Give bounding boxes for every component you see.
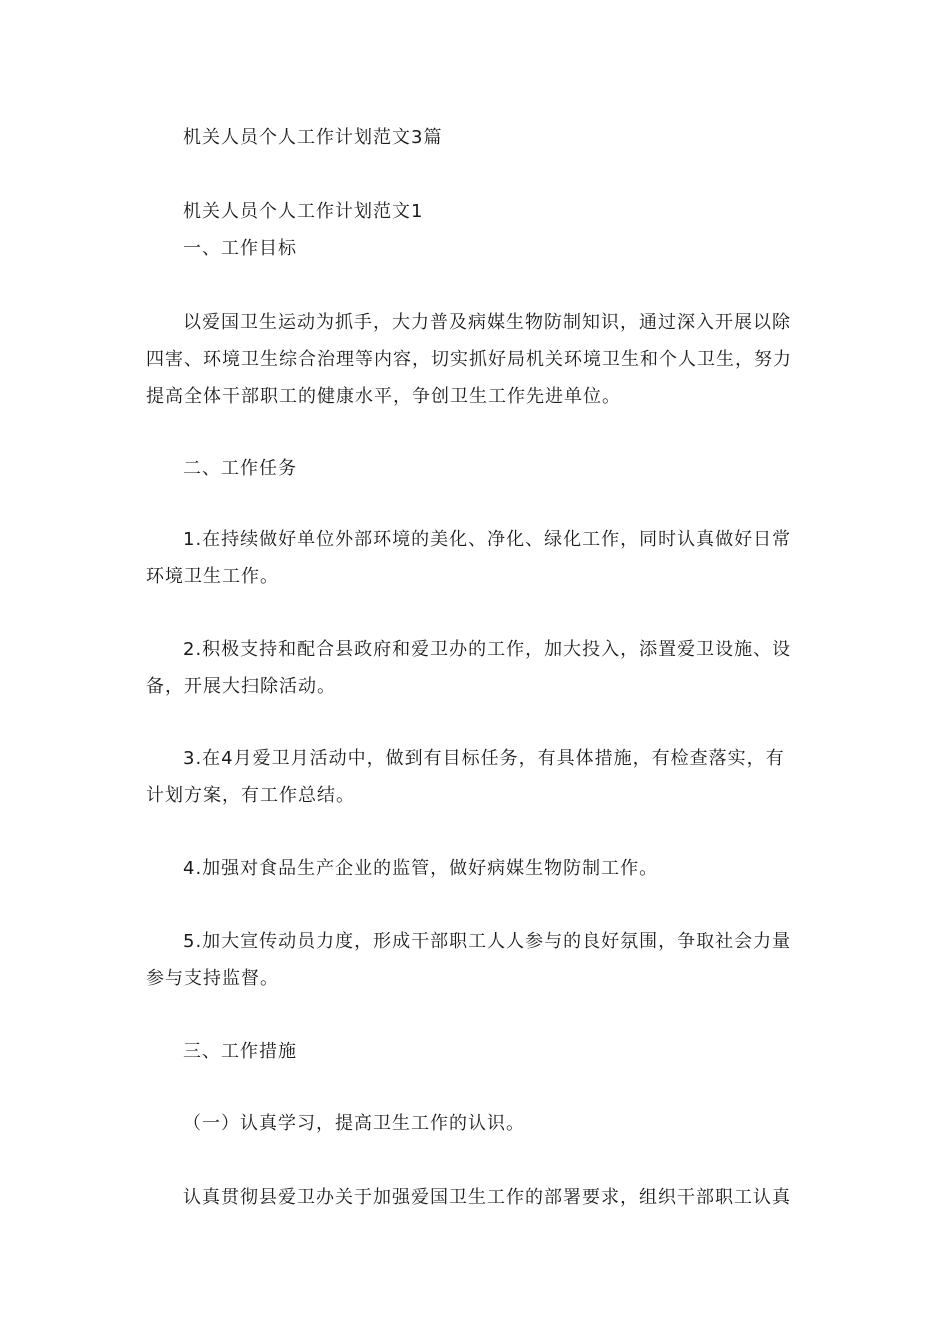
measure-1-heading: （一）认真学习，提高卫生工作的认识。 (183, 1113, 525, 1134)
task-1-line: 环境卫生工作。 (146, 566, 279, 587)
measures-heading: 三、工作措施 (183, 1041, 297, 1062)
goal-paragraph-line: 四害、环境卫生综合治理等内容，切实抓好局机关环境卫生和个人卫生，努力 (146, 349, 792, 370)
task-4-line: 4.加强对食品生产企业的监管，做好病媒生物防制工作。 (183, 858, 659, 879)
task-heading: 二、工作任务 (183, 458, 297, 479)
task-5-line: 参与支持监督。 (146, 968, 279, 989)
task-5-line: 5.加大宣传动员力度，形成干部职工人人参与的良好氛围，争取社会力量 (183, 931, 792, 952)
goal-paragraph-line: 以爱国卫生运动为抓手，大力普及病媒生物防制知识，通过深入开展以除 (183, 312, 791, 333)
task-2-line: 备，开展大扫除活动。 (146, 676, 336, 697)
measure-1-line: 认真贯彻县爱卫办关于加强爱国卫生工作的部署要求，组织干部职工认真 (183, 1187, 791, 1208)
task-3-line: 3.在4月爱卫月活动中，做到有目标任务，有具体措施，有检查落实，有 (183, 748, 785, 769)
task-2-line: 2.积极支持和配合县政府和爱卫办的工作，加大投入，添置爱卫设施、设 (183, 639, 792, 660)
document-title: 机关人员个人工作计划范文3篇 (183, 127, 443, 148)
task-3-line: 计划方案，有工作总结。 (146, 785, 355, 806)
task-1-line: 1.在持续做好单位外部环境的美化、净化、绿化工作，同时认真做好日常 (183, 529, 792, 550)
section-heading: 机关人员个人工作计划范文1 (183, 201, 424, 222)
goal-paragraph-line: 提高全体干部职工的健康水平，争创卫生工作先进单位。 (146, 386, 621, 407)
goal-heading: 一、工作目标 (183, 238, 297, 259)
